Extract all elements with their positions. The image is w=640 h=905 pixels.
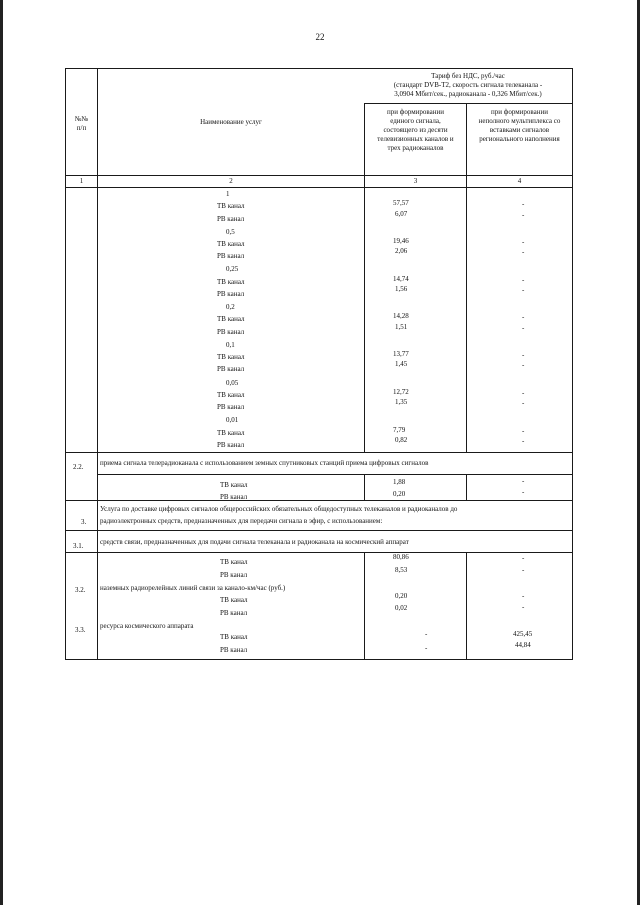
section-3-2-number: 3.2. <box>75 586 86 594</box>
border-right <box>572 68 573 660</box>
section-3-1-title: средств связи, предназначенных для подачи сигнала телеканала и радиоканала на космический аппарат <box>100 538 409 546</box>
coefficient-label: 1 <box>226 190 230 198</box>
col-divider-1 <box>97 68 98 660</box>
section-2-2-tv-label: ТВ канал <box>220 481 248 489</box>
page-number: 22 <box>315 32 325 42</box>
border-top <box>65 68 573 69</box>
tv-channel-label: ТВ канал <box>217 315 245 324</box>
rv-value: 6,07 <box>395 209 408 218</box>
tv-value: 13,77 <box>393 350 409 359</box>
col-divider-2a <box>364 103 365 452</box>
section-2-2-number: 2.2. <box>73 463 84 471</box>
header-bottom <box>65 175 573 176</box>
rv-dash: - <box>522 286 525 294</box>
tv-channel-label: ТВ канал <box>217 390 245 399</box>
rv-dash: - <box>522 399 525 408</box>
section-3-1-number: 3.1. <box>73 542 84 550</box>
tv-channel-label: ТВ канал <box>217 202 245 211</box>
rv-dash: - <box>522 323 525 332</box>
coefficient-label: 0,25 <box>226 265 239 274</box>
section-3-2-tv-value: 0,20 <box>395 592 408 600</box>
section-3-3-tv-label: ТВ канал <box>220 633 248 641</box>
rv-dash: - <box>522 210 525 219</box>
rv-value: 2,06 <box>395 247 408 256</box>
header-sub-partial-multiplex: при формировании неполного мультиплекса со вставками сигналов регионального наполнения <box>478 108 561 143</box>
rv-channel-label: РВ канал <box>217 290 245 298</box>
section-3-1-tv-label: ТВ канал <box>220 558 248 566</box>
header-sub-single-signal: при формировании единого сигнала, состоящего из десяти телевизионных каналов и трех радиоканалов <box>377 108 454 152</box>
section-3-title-line1: Услуга по доставке цифровых сигналов общероссийских обязательных общедоступных телеканалов и радиоканалов до <box>100 505 458 513</box>
coefficient-label: 0,2 <box>226 303 235 312</box>
rv-channel-label: РВ канал <box>217 327 245 336</box>
col-num-2: 2 <box>229 177 233 185</box>
section-2-2-title: приема сигнала телерадиоканала с использованием земных спутниковых станций приема цифровых сигналов <box>100 459 429 467</box>
tv-value: 57,57 <box>393 199 409 208</box>
coefficient-label: 0,01 <box>226 416 239 425</box>
tv-dash: - <box>522 426 525 435</box>
section-3-2-rv-dash: - <box>522 603 525 611</box>
section-3-1-tv-dash: - <box>522 554 525 562</box>
section-2-2-rv-label: РВ канал <box>220 493 248 501</box>
rule-3-1-title-bottom <box>65 552 573 553</box>
col-num-3: 3 <box>413 177 418 185</box>
tv-value: 14,74 <box>393 274 409 283</box>
header-tariff: Тариф без НДС, руб./час (стандарт DVB-T2, скорость сигнала телеканала - 3,0904 Мбит/сек., радиоканала - 0,326 Мбит/сек.) <box>393 72 543 98</box>
nums-bottom <box>65 187 573 188</box>
section-3-2-rv-value: 0,02 <box>395 604 408 612</box>
tv-value: 12,72 <box>393 387 409 396</box>
rv-channel-label: РВ канал <box>217 403 245 412</box>
section-3-3-tv-dash: - <box>425 630 428 638</box>
rv-value: 1,45 <box>395 360 408 369</box>
tv-channel-label: ТВ канал <box>217 428 245 437</box>
rv-dash: - <box>522 361 525 370</box>
rv-channel-label: РВ канал <box>217 440 245 449</box>
rv-dash: - <box>522 436 525 445</box>
section-2-2-rv-value: 0,20 <box>393 490 406 498</box>
coefficient-label: 0,5 <box>226 227 235 236</box>
section-3-3-number: 3.3. <box>75 626 86 634</box>
rv-channel-label: РВ канал <box>217 214 245 223</box>
section-3-3-tv-value: 425,45 <box>513 630 533 638</box>
section-2-2-tv-value: 1,88 <box>393 478 406 486</box>
tv-dash: - <box>522 388 525 397</box>
tv-dash: - <box>522 313 525 322</box>
tv-dash: - <box>522 200 525 209</box>
tv-dash: - <box>522 238 525 246</box>
section-3-2-title: наземных радиорелейных линий связи за канало-км/час (руб.) <box>100 584 286 592</box>
section-3-2-tv-label: ТВ канал <box>220 596 248 604</box>
section-3-1-tv-value: 80,86 <box>393 553 409 561</box>
col-divider-2c <box>364 552 365 660</box>
tv-channel-label: ТВ канал <box>217 240 245 248</box>
tariff-sub-line <box>364 103 573 104</box>
rv-value: 1,35 <box>395 398 408 407</box>
section-3-2-tv-dash: - <box>522 592 525 600</box>
rv-dash: - <box>522 248 525 257</box>
border-left <box>65 68 66 660</box>
tv-value: 14,28 <box>393 312 409 321</box>
section-3-number: 3. <box>81 518 87 526</box>
rule-2-2-top <box>65 452 573 453</box>
rv-value: 0,82 <box>395 435 408 444</box>
tv-value: 7,79 <box>393 425 406 434</box>
col-divider-3c <box>466 552 467 660</box>
section-3-2-rv-label: РВ канал <box>220 609 248 617</box>
header-col-num: №№ п/п <box>74 115 89 132</box>
tv-channel-label: ТВ канал <box>217 277 245 286</box>
section-3-1-rv-label: РВ канал <box>220 571 248 579</box>
rule-3-1-top <box>65 530 573 531</box>
col-num-4: 4 <box>517 177 522 185</box>
section-3-3-title: ресурса космического аппарата <box>100 622 194 630</box>
tv-channel-label: ТВ канал <box>217 353 245 362</box>
col-num-1: 1 <box>79 177 84 185</box>
section-3-3-rv-label: РВ канал <box>220 646 248 654</box>
col-divider-2b <box>364 474 365 500</box>
coefficient-label: 0,1 <box>226 340 235 349</box>
tv-dash: - <box>522 275 525 284</box>
coefficient-label: 0,05 <box>226 378 239 387</box>
section-2-2-tv-dash: - <box>522 477 525 485</box>
rule-3-top <box>65 500 573 501</box>
section-3-3-rv-dash: - <box>425 644 428 652</box>
col-divider-3a <box>466 103 467 452</box>
col-divider-3b <box>466 474 467 500</box>
section-3-3-rv-value: 44,84 <box>515 641 531 649</box>
rule-2-2-title-bottom <box>97 474 573 475</box>
section-3-1-rv-value: 8,53 <box>395 566 408 574</box>
section-3-title-line2: радиоэлектронных средств, предназначенных для передачи сигнала в эфир, с использованием: <box>100 517 383 525</box>
rv-value: 1,51 <box>395 322 408 331</box>
section-3-1-rv-dash: - <box>522 566 525 574</box>
border-bottom <box>65 659 573 660</box>
rv-value: 1,56 <box>395 285 408 293</box>
tv-dash: - <box>522 351 525 360</box>
section-2-2-rv-dash: - <box>522 488 525 496</box>
tv-value: 19,46 <box>393 237 409 245</box>
rv-channel-label: РВ канал <box>217 252 245 261</box>
header-col-services: Наименование услуг <box>200 118 262 126</box>
rv-channel-label: РВ канал <box>217 365 245 374</box>
